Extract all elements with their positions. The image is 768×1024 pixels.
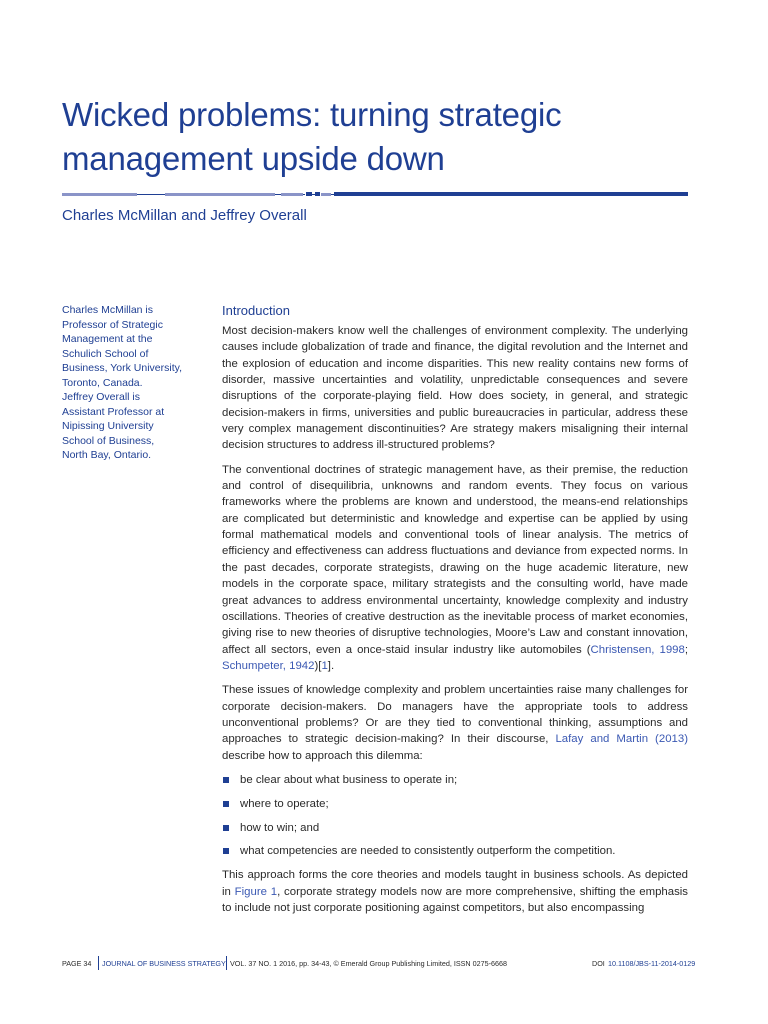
- list-item-text: where to operate;: [240, 797, 329, 810]
- paragraph-1: Most decision-makers know well the challenges of environment complexity. The underlying causes include globalization of trade and finance, the digital revolution and the Internet and the explosion of education and income disparities. This new reality contains new forms of disorder, massive uncertainties and volatility, unpredictable consequences and severe disruptions of the corporate-playing field. How does society, in general, and strategic decision-makers in firms, universities and public bureaucracies in particular, address these very complex management discontinuities? Are strategy makers misaligning their internal decision structures to address ill-structured problems?: [222, 325, 688, 452]
- footer-divider: [98, 956, 99, 970]
- bio-line: North Bay, Ontario.: [62, 449, 152, 461]
- endnote-link-1[interactable]: 1: [321, 659, 328, 672]
- page-number: PAGE 34: [62, 959, 92, 968]
- square-bullet-icon: [223, 848, 229, 854]
- list-item: [222, 796, 688, 812]
- list-item-text: be clear about what business to operate in;: [240, 773, 458, 786]
- list-item-text: how to win; and: [240, 821, 320, 834]
- square-bullet-icon: [223, 801, 229, 807]
- paragraph-4: [222, 867, 688, 916]
- journal-name: JOURNAL OF BUSINESS STRATEGY: [102, 959, 226, 968]
- list-item: [222, 843, 688, 859]
- paragraph-2-end: ].: [327, 659, 335, 672]
- paragraph-2: [222, 462, 688, 674]
- square-bullet-icon: [223, 825, 229, 831]
- square-bullet-icon: [223, 777, 229, 783]
- citation-link-schumpeter[interactable]: Schumpeter, 1942: [222, 659, 315, 672]
- bio-line: Assistant Professor at: [62, 405, 165, 418]
- citation-close: )[: [314, 659, 322, 672]
- doi-link[interactable]: 10.1108/JBS-11-2014-0129: [608, 959, 696, 968]
- paragraph-3: [222, 682, 688, 764]
- citation-separator: ;: [684, 643, 688, 656]
- bio-line: Toronto, Canada.: [62, 376, 143, 389]
- paragraph-3-end: describe how to approach this dilemma:: [222, 749, 423, 762]
- citation-link-lafay-martin[interactable]: Lafay and Martin (2013): [555, 733, 688, 746]
- paragraph-2-text: The conventional doctrines of strategic management have, as their premise, the reduction and control of disequilibria, unknowns and random events. They focus on various frameworks where the problems are known and understood, the means-end relationships are complicated but deterministic and knowledge and expertise can be applied by using formal mathematical models and conventional tools of linear analysis. The metrics of efficiency and effectiveness can address fluctuations and deviance from expected norms. In the past decades, corporate strategists, drawing on the huge academic literature, new models in the corporate space, military strategists and the consulting world, have made great advances to address environmental uncertainty, knowledge complexity and industry oscillations. Theories of creative destruction as the inevitable process of market economies, giving rise to new theories of disruptive technologies, Moore’s Law and constant innovation, affect all sectors, even a once-staid insular industry like automobiles (: [222, 463, 688, 656]
- strategy-bullet-list: [222, 772, 688, 860]
- page-footer: [62, 956, 696, 970]
- list-item: [222, 772, 688, 788]
- paragraph-3-text: These issues of knowledge complexity and problem uncertainties raise many challenges for corporate decision-makers. Do managers have the appropriate tools to address unconventional problems? Or are they tied to conventional thinking, assumptions and approaches to strategic decision-making? In their discourse,: [222, 684, 688, 746]
- paragraph-4-text: This approach forms the core theories and models taught in business schools. As depicted in: [222, 869, 688, 898]
- citation-link-christensen[interactable]: Christensen, 1998: [590, 643, 685, 656]
- bio-line: Management at the: [62, 333, 153, 345]
- bio-line: Charles McMillan is: [62, 304, 154, 316]
- article-authors: Charles McMillan and Jeffrey Overall: [62, 207, 307, 224]
- doi-label: DOI: [592, 959, 605, 968]
- section-heading-introduction: Introduction: [222, 303, 290, 318]
- bio-line: Schulich School of: [62, 347, 149, 360]
- list-item-text: what competencies are needed to consistently outperform the competition.: [240, 845, 616, 858]
- bio-line: Nipissing University: [62, 420, 154, 432]
- citation-info: VOL. 37 NO. 1 2016, pp. 34-43, © Emerald Group Publishing Limited, ISSN 0275-6668: [230, 959, 507, 968]
- bio-line: Jeffrey Overall is: [62, 391, 140, 403]
- author-bio: [62, 303, 202, 463]
- figure-1-link[interactable]: Figure 1: [234, 885, 278, 898]
- title-divider-rule: [62, 191, 688, 197]
- list-item: [222, 820, 688, 836]
- footer-divider: [226, 956, 227, 970]
- article-body: [222, 303, 688, 924]
- bio-line: Business, York University,: [62, 362, 183, 374]
- bio-line: School of Business,: [62, 434, 155, 447]
- bio-line: Professor of Strategic: [62, 318, 163, 331]
- article-title: Wicked problems: turning strategic management upside down: [62, 96, 562, 177]
- paragraph-4-end: , corporate strategy models now are more comprehensive, shifting the emphasis to include not just corporate positioning against competitors, but also encompassing: [222, 885, 688, 914]
